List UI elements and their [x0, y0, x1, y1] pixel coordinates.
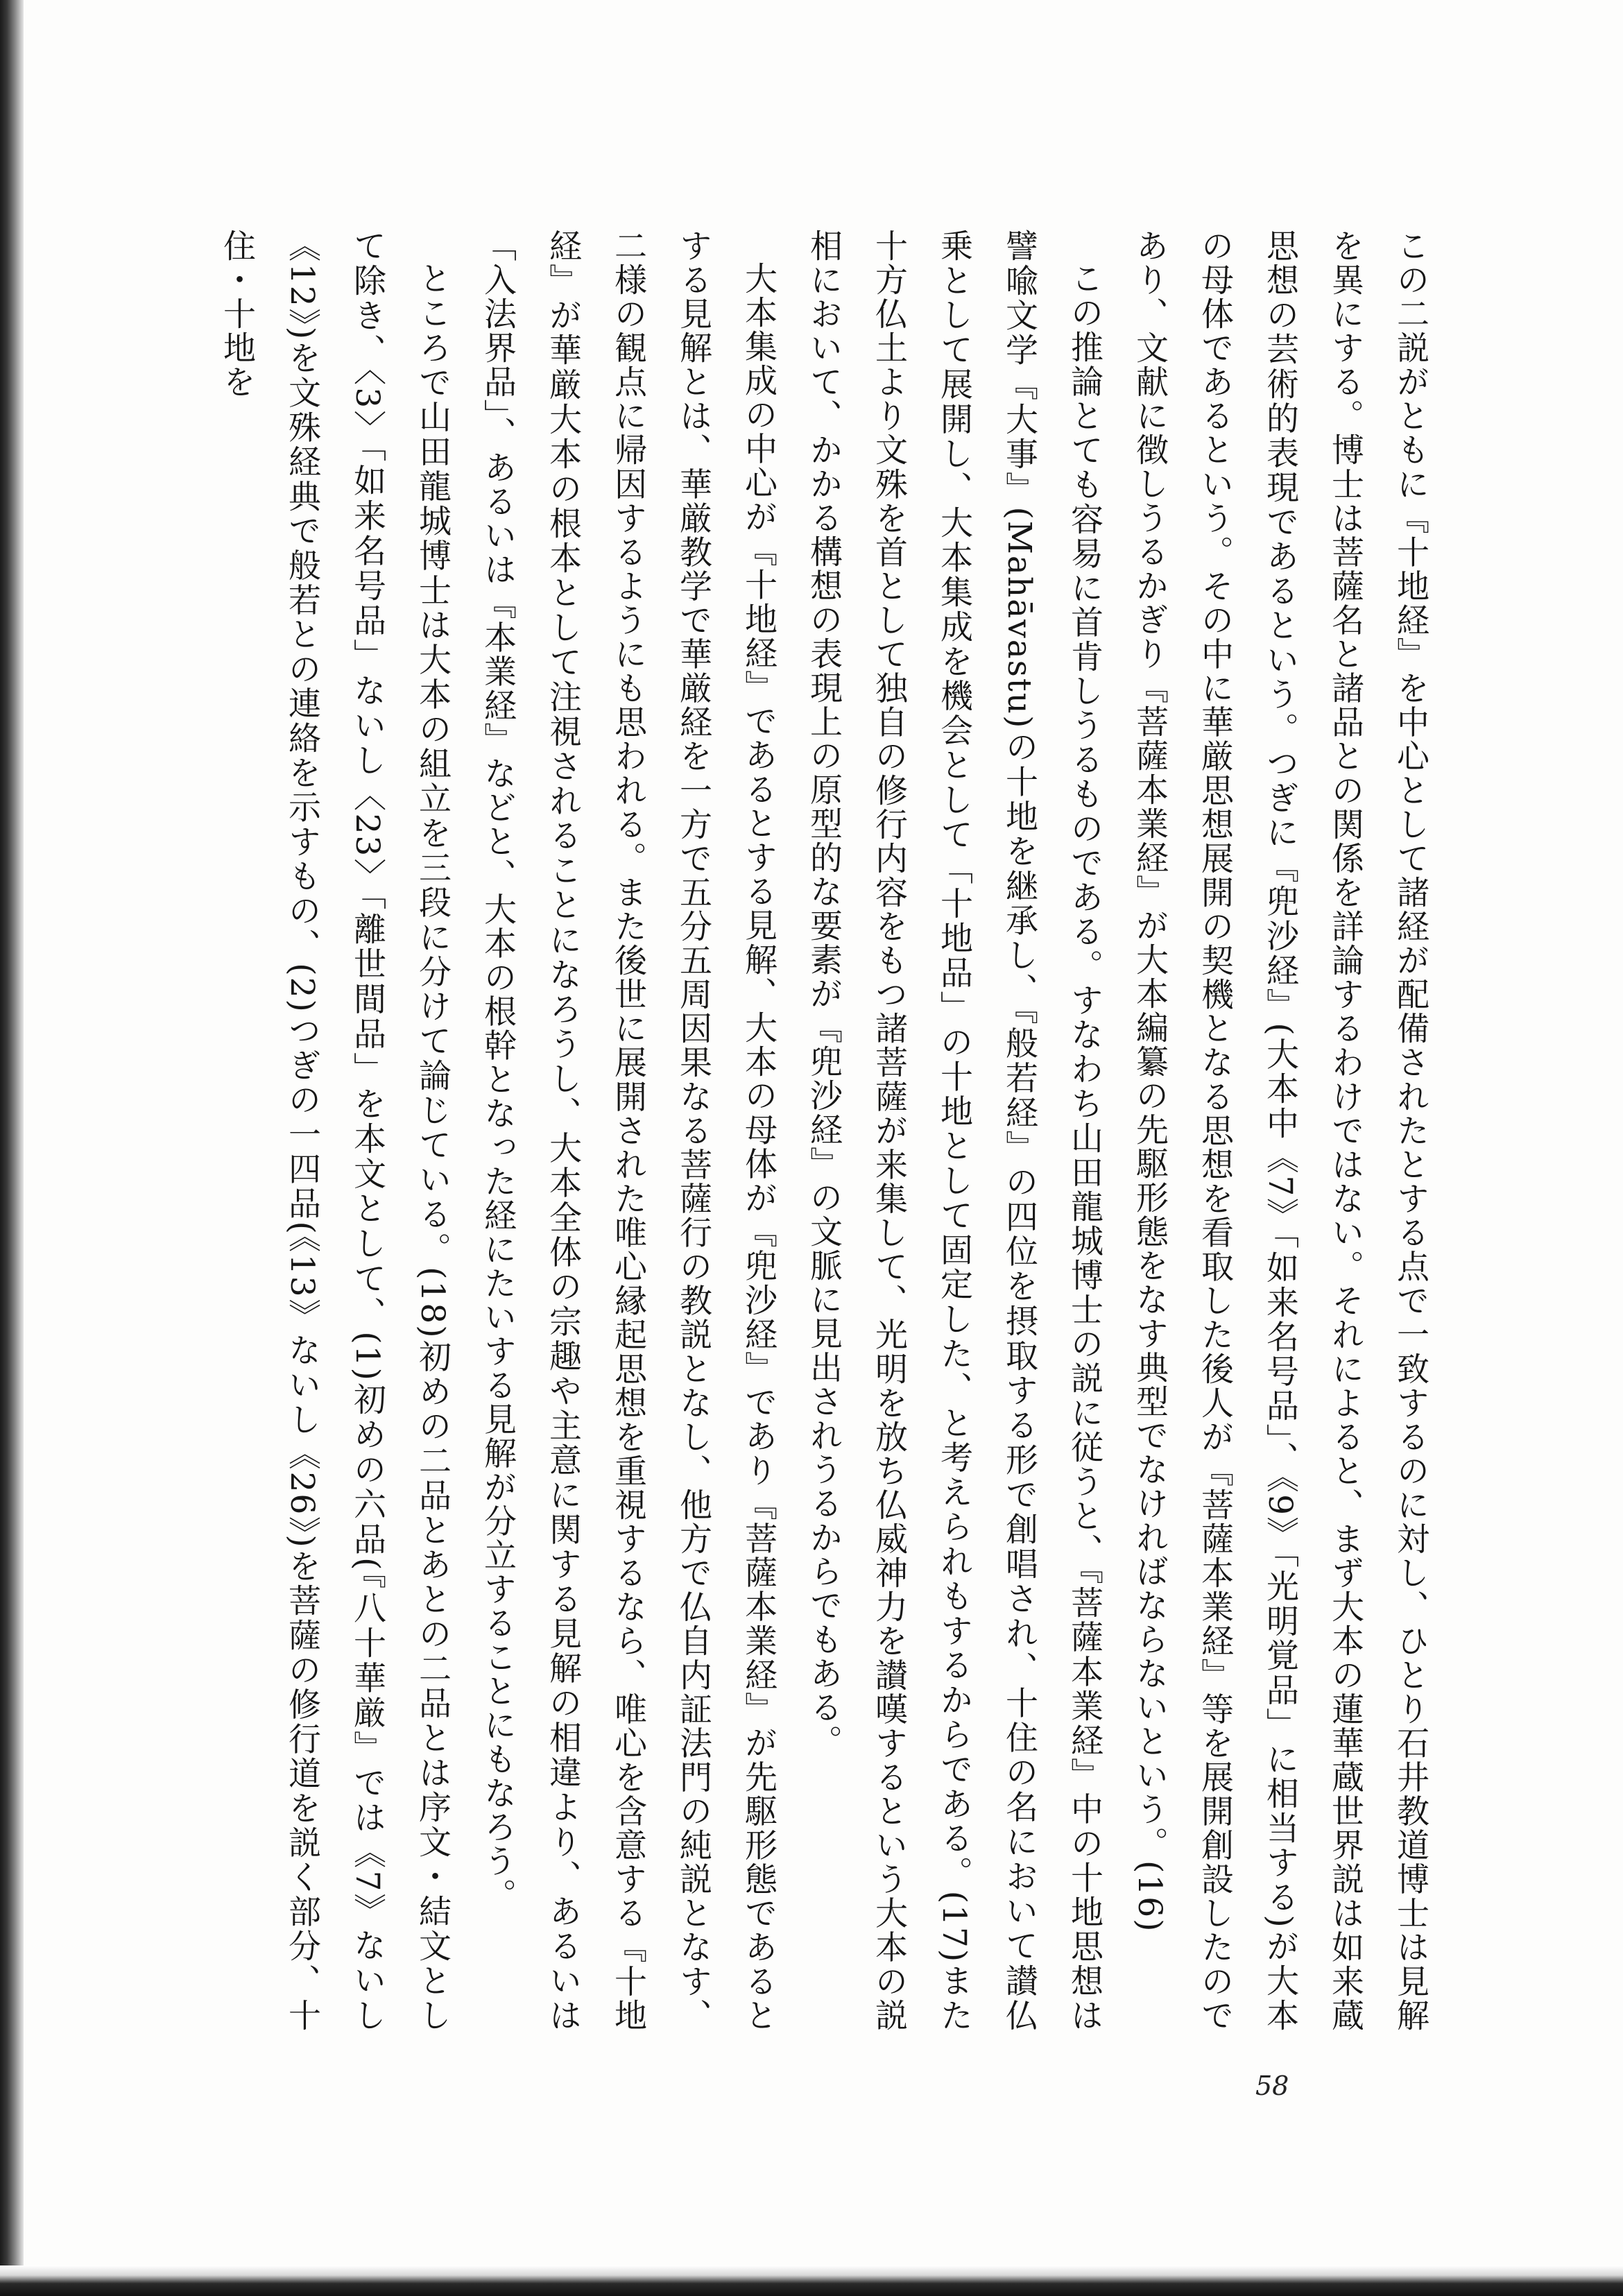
vertical-body-text	[66, 229, 1443, 2032]
paragraph-3: 大本集成の中心が『十地経』であるとする見解、大本の母体が『兜沙経』であり『菩薩本業経』が先駆形態であるとする見解とは、華厳教学で華厳経を一方で五分五周因果なる菩薩行の教説となし、他方で仏自内証法門の純説となす、二様の観点に帰因するようにも思われる。また後世に展開された唯心縁起思想を重視するなら、唯心を含意する『十地経』が華厳大本の根本として注視されることになろうし、大本全体の宗趣や主意に関する見解の相違より、あるいは「入法界品」、あるいは『本業経』などと、大本の根幹となった経にたいする見解が分立することにもなろう。	[479, 229, 778, 2032]
scan-shadow-left	[0, 0, 24, 2296]
paragraph-1: この二説がともに『十地経』を中心として諸経が配備されたとする点で一致するのに対し、ひとり石井教道博士は見解を異にする。博士は菩薩名と諸品との関係を詳論するわけではない。それによると、まず大本の蓮華蔵世界説は如来蔵思想の芸術的表現であるという。つぎに『兜沙経』(大本中《7》「如来名号品」、《9》「光明覚品」に相当する)が大本の母体であるという。その中に華厳思想展開の契機となる思想を看取した後人が『菩薩本業経』等を展開創設したのであり、文献に徴しうるかぎり『菩薩本業経』が大本編纂の先駆形態をなす典型でなければならないという。(16)	[1131, 229, 1429, 2032]
paragraph-2: この推論とても容易に首肯しうるものである。すなわち山田龍城博士の説に従うと、『菩薩本業経』中の十地思想は譬喩文学『大事』(Mahāvastu)の十地を継承し、『般若経』の四位を摂取する形で創唱され、十住の名において讃仏乗として展開し、大本集成を機会として「十地品」の十地として固定した、と考えられもするからである。(17)また十方仏土より文殊を首として独自の修行内容をもつ諸菩薩が来集して、光明を放ち仏威神力を讃嘆するという大本の説相において、かかる構想の表現上の原型的な要素が『兜沙経』の文脈に見出されうるからでもある。	[805, 229, 1104, 2032]
page-number: 58	[1255, 2071, 1289, 2101]
scan-shadow-bottom	[0, 2265, 1623, 2296]
paragraph-4: ところで山田龍城博士は大本の組立を三段に分けて論じている。(18)初めの二品とあとの二品とは序文・結文として除き、〈3〉「如来名号品」ないし〈23〉「離世間品」を本文として、(1)初めの六品(『八十華厳』では《7》ないし《12》)を文殊経典で般若との連絡を示すもの、(2)つぎの一四品(《13》ないし《26》)を菩薩の修行道を説く部分、十住・十地を	[218, 229, 452, 2032]
